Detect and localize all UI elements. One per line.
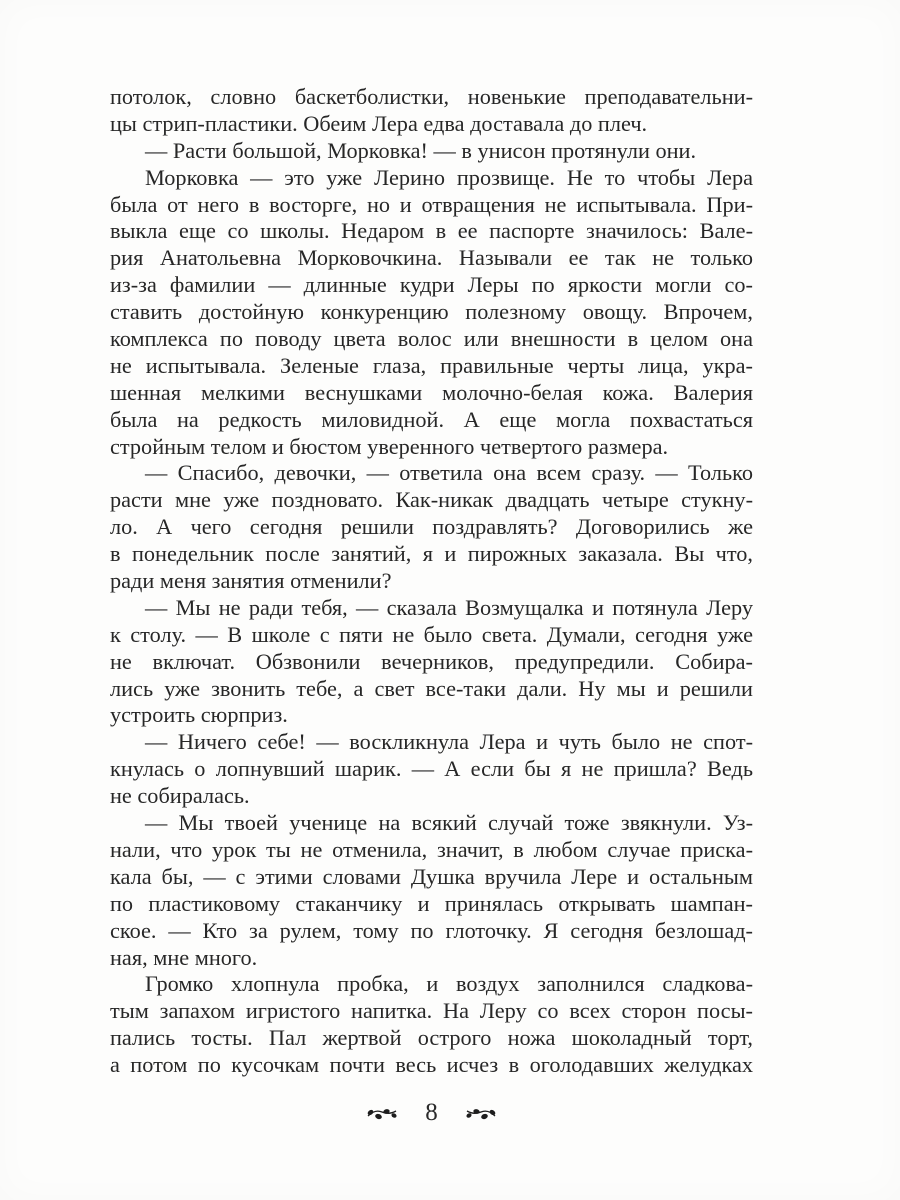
- text-line: ло. А чего сегодня решили поздравлять? Договорились же: [110, 514, 753, 540]
- text-line: Громко хлопнула пробка, и воздух заполнился сладкова-: [145, 971, 753, 997]
- text-line: ставить достойную конкуренцию полезному овощу. Впрочем,: [110, 299, 753, 325]
- text-line: — Расти большой, Морковка! — в унисон протянули они.: [145, 137, 697, 163]
- floral-ornament-right-icon: [465, 1105, 497, 1122]
- text-line: ная, мне много.: [110, 944, 258, 970]
- text-line: цы стрип-пластики. Обеим Лера едва доставала до плеч.: [110, 110, 648, 136]
- text-line: устроить сюрприз.: [110, 702, 288, 728]
- text-line: расти мне уже поздновато. Как-никак двадцать четыре стукну-: [110, 487, 753, 513]
- text-line: потолок, словно баскетболистки, новенькие преподавательни-: [110, 84, 753, 109]
- text-line: тым запахом игристого напитка. На Леру со всех сторон посы-: [110, 998, 753, 1024]
- text-line: шенная мелкими веснушками молочно-белая кожа. Валерия: [110, 379, 753, 405]
- page-footer: [110, 1098, 753, 1128]
- text-line: комплекса по поводу цвета волос или внешности в целом она: [110, 326, 753, 352]
- text-line: нали, что урок ты не отменила, значит, в любом случае приска-: [110, 836, 753, 862]
- text-line: — Спасибо, девочки, — ответила она всем сразу. — Только: [145, 460, 753, 486]
- text-line: а потом по кусочкам почти весь исчез в оголодавших желудках: [110, 1052, 753, 1078]
- page-text: [110, 84, 753, 1079]
- text-line: кала бы, — с этими словами Душка вручила Лере и остальным: [110, 863, 753, 889]
- text-line: Морковка — это уже Лерино прозвище. Не то чтобы Лера: [145, 164, 753, 190]
- text-line: была от него в восторге, но и отвращения не испытывала. При-: [110, 191, 753, 217]
- text-line: ради меня занятия отменили?: [110, 568, 392, 594]
- text-line: из-за фамилии — длинные кудри Леры по яркости могли со-: [110, 272, 753, 298]
- text-line: ское. — Кто за рулем, тому по глоточку. Я сегодня безлошад-: [110, 917, 753, 943]
- text-line: пались тосты. Пал жертвой острого ножа шоколадный торт,: [110, 1025, 753, 1051]
- text-line: — Ничего себе! — воскликнула Лера и чуть было не спот-: [145, 729, 753, 755]
- text-line: — Мы не ради тебя, — сказала Возмущалка и потянула Леру: [145, 594, 753, 620]
- text-line: не испытывала. Зеленые глаза, правильные черты лица, укра-: [110, 352, 753, 378]
- text-line: не собиралась.: [110, 783, 250, 809]
- text-line: в понедельник после занятий, я и пирожных заказала. Вы что,: [110, 541, 753, 567]
- text-line: к столу. — В школе с пяти не было света. Думали, сегодня уже: [110, 621, 753, 647]
- floral-ornament-left-icon: [366, 1105, 398, 1122]
- page-number: 8: [425, 1099, 438, 1126]
- text-line: стройным телом и бюстом уверенного четвертого размера.: [110, 433, 669, 459]
- text-line: кнулась о лопнувший шарик. — А если бы я не пришла? Ведь: [110, 756, 753, 782]
- text-line: не включат. Обзвонили вечерников, предупредили. Собира-: [110, 648, 753, 674]
- text-line: выкла еще со школы. Недаром в ее паспорте значилось: Вале-: [110, 218, 753, 244]
- text-line: была на редкость миловидной. А еще могла похвастаться: [110, 406, 753, 432]
- text-line: — Мы твоей ученице на всякий случай тоже звякнули. Уз-: [145, 810, 753, 836]
- text-line: рия Анатольевна Морковочкина. Называли ее так не только: [110, 245, 753, 271]
- text-line: лись уже звонить тебе, а свет все-таки дали. Ну мы и решили: [110, 675, 753, 701]
- text-line: по пластиковому стаканчику и принялась открывать шампан-: [110, 890, 753, 916]
